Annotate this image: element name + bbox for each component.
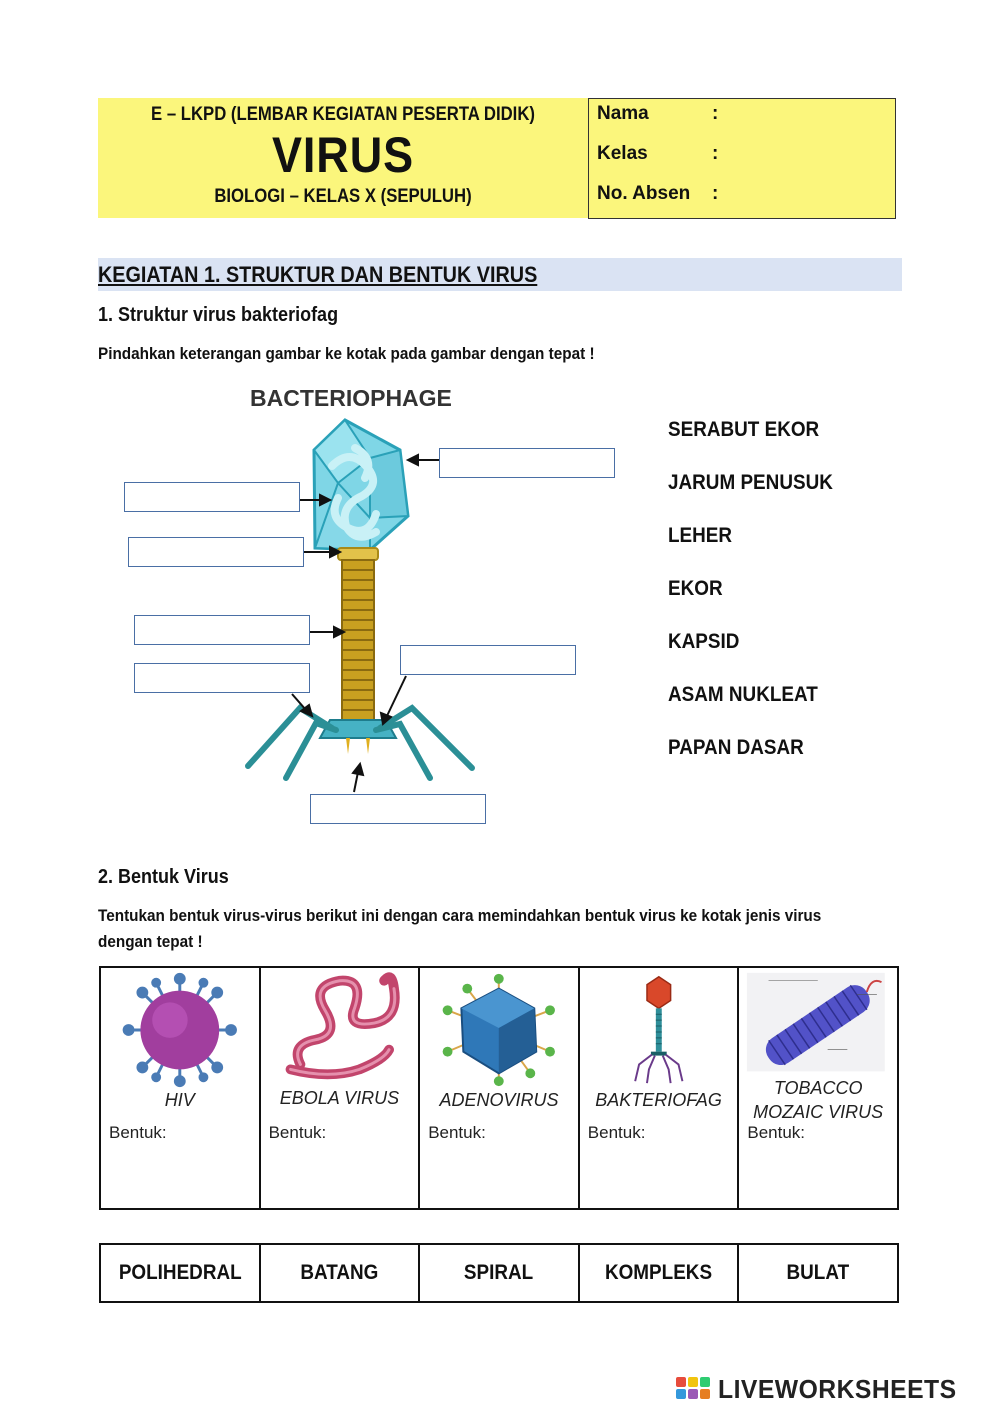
header-subtitle-top: E – LKPD (LEMBAR KEGIATAN PESERTA DIDIK) [151,104,535,125]
draggable-term[interactable]: PAPAN DASAR [668,736,804,759]
shape-answer-label: Bentuk: [268,1123,327,1142]
virus-name-line1: TOBACCO [773,1078,863,1098]
watermark-text: LIVEWORKSHEETS [718,1373,957,1404]
header-subtitle-bottom: BIOLOGI – KELAS X (SEPULUH) [214,186,472,207]
virus-name: ADENOVIRUS [439,1090,559,1110]
virus-cell-adenovirus[interactable] [420,968,580,1208]
diagram-title: BACTERIOPHAGE [250,385,452,411]
draggable-term[interactable]: SERABUT EKOR [668,418,820,441]
question-2-title: 2. Bentuk Virus [98,866,229,888]
page-title: VIRUS [271,127,415,183]
virus-cell-bakteriofag[interactable] [580,968,740,1208]
adenovirus-image [420,970,578,1088]
question-2-instruction-line1: Tentukan bentuk virus-virus berikut ini dengan cara memindahkan bentuk virus ke kotak jenis virus [98,906,822,925]
draggable-term[interactable]: JARUM PENUSUK [668,471,833,494]
virus-name: HIV [164,1090,195,1110]
identity-row-class [597,143,718,165]
hiv-image [101,970,259,1088]
student-identity-block [588,98,896,219]
shape-option-polihedral[interactable] [101,1245,261,1301]
label-drop-box[interactable] [134,663,310,693]
question-1-instruction: Pindahkan keterangan gambar ke kotak pada gambar dengan tepat ! [98,344,595,363]
base-spikes [346,738,370,754]
virus-name-line2: MOZAIC VIRUS [753,1102,884,1122]
identity-separator: : [712,143,719,164]
label-drop-box[interactable] [310,794,486,824]
shape-option-label: POLIHEDRAL [118,1261,242,1284]
neck-collar [338,548,378,560]
draggable-term[interactable]: EKOR [668,577,723,600]
tail-sheath [342,560,374,720]
label-drop-box[interactable] [400,645,576,675]
identity-label: Nama [597,103,649,124]
bakteriofag-image [580,970,738,1088]
shape-option-kompleks[interactable] [580,1245,740,1301]
shape-options-table [99,1243,899,1303]
shape-option-label: KOMPLEKS [605,1261,713,1284]
section-heading-bar [98,258,902,291]
liveworksheets-logo-icon [676,1377,712,1401]
label-drop-box[interactable] [439,448,615,478]
virus-cell-ebola[interactable] [261,968,421,1208]
virus-table [99,966,899,1210]
bacteriophage-diagram [110,378,510,798]
shape-option-spiral[interactable] [420,1245,580,1301]
identity-label: No. Absen [597,183,691,204]
shape-option-label: SPIRAL [464,1261,534,1284]
identity-separator: : [712,183,719,204]
shape-answer-label: Bentuk: [747,1123,806,1142]
identity-separator: : [712,103,719,124]
header-title-block [98,98,588,218]
virus-name: EBOLA VIRUS [279,1088,400,1108]
shape-option-bulat[interactable] [739,1245,897,1301]
label-drop-box[interactable] [134,615,310,645]
shape-option-batang[interactable] [261,1245,421,1301]
virus-cell-hiv[interactable] [101,968,261,1208]
shape-option-label: BATANG [300,1261,379,1284]
question-1-title: 1. Struktur virus bakteriofag [98,304,339,326]
identity-row-name [597,103,718,125]
capsid-head [314,420,408,550]
section-title: KEGIATAN 1. STRUKTUR DAN BENTUK VIRUS [98,262,538,287]
label-drop-box[interactable] [128,537,304,567]
draggable-term[interactable]: ASAM NUKLEAT [668,683,818,706]
tobacco-mozaic-image [739,970,897,1088]
shape-answer-label: Bentuk: [428,1123,486,1142]
virus-name: BAKTERIOFAG [595,1090,722,1110]
identity-row-number [597,183,718,205]
label-drop-box[interactable] [124,482,300,512]
liveworksheets-watermark [676,1374,969,1404]
draggable-term[interactable]: KAPSID [668,630,740,653]
virus-cell-tobacco-mozaic[interactable] [739,968,897,1208]
shape-answer-label: Bentuk: [587,1123,646,1142]
shape-answer-label: Bentuk: [109,1123,167,1142]
question-2-instruction-line2: dengan tepat ! [98,932,203,951]
ebola-image [261,970,419,1088]
draggable-term[interactable]: LEHER [668,524,733,547]
identity-label: Kelas [597,143,648,164]
shape-option-label: BULAT [786,1261,850,1284]
